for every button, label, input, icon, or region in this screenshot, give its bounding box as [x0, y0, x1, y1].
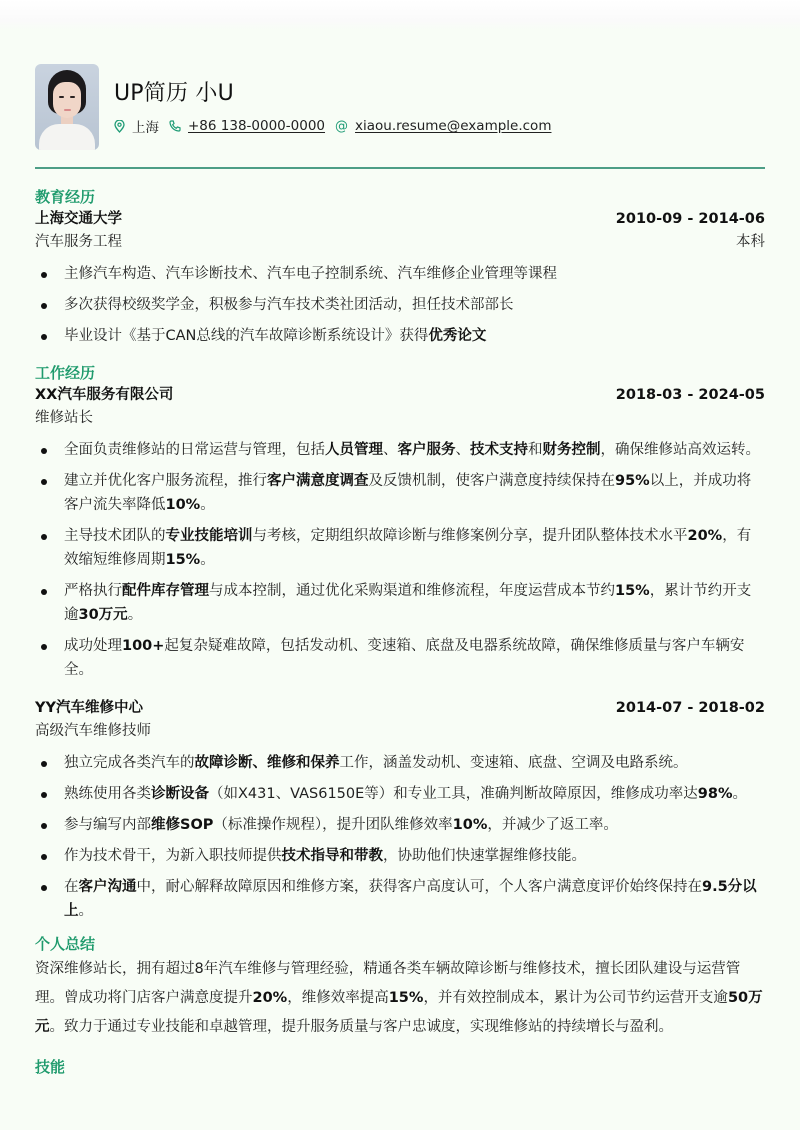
highlight-text: 优秀论文	[428, 328, 487, 344]
resume-header	[35, 64, 765, 150]
header-divider	[35, 167, 765, 169]
education-bullets	[35, 262, 765, 348]
highlight-text: 50万元	[35, 990, 763, 1035]
degree: 本科	[736, 234, 765, 250]
bullet-item: 多次获得校级奖学金，积极参与汽车技术类社团活动，担任技术部部长	[35, 293, 765, 317]
job-dates: 2014-07 - 2018-02	[615, 700, 765, 716]
highlight-text: 人员管理	[325, 442, 383, 458]
highlight-text: 维修SOP	[151, 817, 214, 833]
bullet-item: 独立完成各类汽车的故障诊断、维修和保养工作，涵盖发动机、变速箱、底盘、空调及电路系统。	[35, 751, 765, 775]
email-link[interactable]: xiaou.resume@example.com	[355, 118, 552, 134]
highlight-text: 客户沟通	[78, 879, 137, 895]
contact-row	[114, 116, 561, 136]
highlight-text: 技术支持	[470, 442, 528, 458]
bullet-item: 主修汽车构造、汽车诊断技术、汽车电子控制系统、汽车维修企业管理等课程	[35, 262, 765, 286]
bullet-item: 建立并优化客户服务流程，推行客户满意度调查及反馈机制，使客户满意度持续保持在95%以上，并成功将客户流失率降低10%。	[35, 469, 765, 517]
company-name: XX汽车服务有限公司	[35, 387, 174, 403]
major: 汽车服务工程	[35, 234, 122, 250]
bullet-item: 严格执行配件库存管理与成本控制，通过优化采购渠道和维修流程，年度运营成本节约15%，累计节约开支逾30万元。	[35, 579, 765, 627]
highlight-text: 故障诊断、维修和保养	[194, 755, 340, 771]
job-dates: 2018-03 - 2024-05	[615, 387, 765, 403]
highlight-text: 10%	[165, 497, 201, 513]
highlight-text: 20%	[252, 990, 288, 1006]
highlight-text: 95%	[615, 473, 650, 489]
map-pin-icon	[114, 120, 125, 133]
bullet-item: 全面负责维修站的日常运营与管理，包括人员管理、客户服务、技术支持和财务控制，确保维修站高效运转。	[35, 438, 765, 462]
candidate-name: UP简历 小U	[114, 81, 234, 106]
bullet-item: 熟练使用各类诊断设备（如X431、VAS6150E等）和专业工具，准确判断故障原因，维修成功率达98%。	[35, 782, 765, 806]
phone-icon	[169, 120, 181, 132]
bullet-item: 成功处理100+起复杂疑难故障，包括发动机、变速箱、底盘及电器系统故障，确保维修质量与客户车辆安全。	[35, 634, 765, 682]
highlight-text: 10%	[452, 817, 488, 833]
school-name: 上海交通大学	[35, 211, 122, 227]
summary-section	[35, 933, 765, 1042]
job-role: 高级汽车维修技师	[35, 723, 151, 739]
job-bullets	[35, 438, 765, 682]
bullet-item: 作为技术骨干，为新入职技师提供技术指导和带教，协助他们快速掌握维修技能。	[35, 844, 765, 868]
highlight-text: 20%	[687, 528, 723, 544]
highlight-text: 98%	[697, 786, 733, 802]
highlight-text: 客户满意度调查	[267, 473, 369, 489]
bullet-item: 主导技术团队的专业技能培训与考核，定期组织故障诊断与维修案例分享，提升团队整体技术水平20%，有效缩短维修周期15%。	[35, 524, 765, 572]
highlight-text: 15%	[388, 990, 424, 1006]
highlight-text: 诊断设备	[151, 786, 209, 802]
resume-sections	[35, 186, 765, 1078]
resume-page	[35, 64, 765, 1076]
section-title-summary: 个人总结	[35, 935, 96, 953]
highlight-text: 9.5分以上	[64, 879, 757, 919]
skills-section	[35, 1056, 765, 1078]
bullet-item: 在客户沟通中，耐心解释故障原因和维修方案，获得客户高度认可，个人客户满意度评价始终保持在9.5分以上。	[35, 875, 765, 923]
education-dates: 2010-09 - 2014-06	[615, 211, 765, 227]
highlight-text: 财务控制	[542, 442, 601, 458]
highlight-text: 30万元	[78, 607, 128, 623]
highlight-text: 客户服务	[397, 442, 456, 458]
highlight-text: 技术指导和带教	[281, 848, 383, 864]
avatar	[35, 64, 99, 150]
education-section	[35, 186, 765, 348]
job-bullets	[35, 751, 765, 923]
top-strip	[0, 0, 800, 30]
work-section	[35, 362, 765, 923]
highlight-text: 100+	[122, 638, 165, 654]
location-text: 上海	[132, 120, 159, 136]
highlight-text: 专业技能培训	[165, 528, 253, 544]
highlight-text: 配件库存管理	[122, 583, 209, 599]
job-role: 维修站长	[35, 410, 93, 426]
job-entry	[35, 697, 765, 923]
phone-link[interactable]: +86 138-0000-0000	[188, 118, 326, 134]
company-name: YY汽车维修中心	[35, 700, 143, 716]
bullet-item: 毕业设计《基于CAN总线的汽车故障诊断系统设计》获得优秀论文	[35, 324, 765, 348]
highlight-text: 15%	[615, 583, 650, 599]
section-title-education: 教育经历	[35, 188, 96, 206]
section-title-skills: 技能	[35, 1058, 66, 1076]
job-entry	[35, 384, 765, 682]
highlight-text: 15%	[165, 552, 201, 568]
bullet-item: 参与编写内部维修SOP（标准操作规程），提升团队维修效率10%，并减少了返工率。	[35, 813, 765, 837]
at-sign-icon: @	[335, 118, 349, 134]
section-title-work: 工作经历	[35, 364, 96, 382]
summary-text: 资深维修站长，拥有超过8年汽车维修与管理经验，精通各类车辆故障诊断与维修技术，擅长团队建设与运营管理。曾成功将门店客户满意度提升20%，维修效率提高15%，并有效控制成本，累计为公司节约运营开支逾50万元。致力于通过专业技能和卓越管理，提升服务质量与客户忠诚度，实现维修站的持续增长与盈利。	[35, 961, 763, 1035]
